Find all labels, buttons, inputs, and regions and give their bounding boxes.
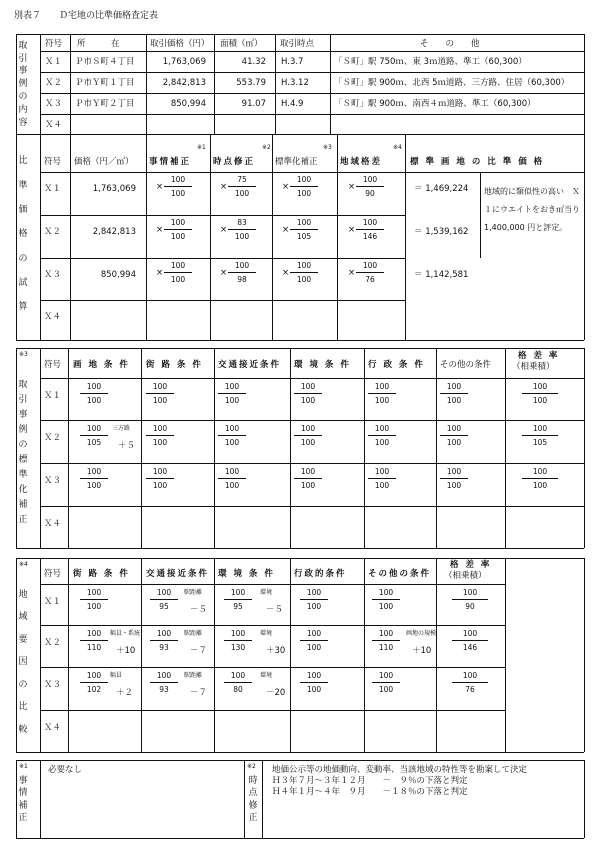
section1-header-0: 符号 bbox=[45, 39, 63, 49]
section3-header-5: 行 政 条 件 bbox=[368, 360, 425, 370]
section1-row-line bbox=[40, 72, 584, 73]
section2-mark-3: ※4 bbox=[393, 144, 402, 151]
section3-col-line bbox=[436, 348, 437, 548]
section3-col-line bbox=[68, 348, 69, 548]
section3-factor-2: $\frac{100}{100}$ bbox=[294, 467, 322, 490]
section1-col-line bbox=[40, 34, 41, 134]
document-title: 別表７ Ｄ宅地の比準価格査定表 bbox=[14, 11, 159, 21]
section2-row-code: Ｘ１ bbox=[44, 184, 62, 194]
section4-rate: $\frac{100}{90}$ bbox=[452, 588, 488, 611]
times-sign: × bbox=[348, 225, 356, 235]
section1-label: 取 引 事 例 の 内 容 bbox=[18, 40, 28, 128]
section3-factor-2: $\frac{100}{100}$ bbox=[294, 382, 322, 405]
section4-env-adjust: ＋30 bbox=[266, 646, 286, 656]
times-sign: × bbox=[282, 225, 290, 235]
section1-header-2: 取引価格（円） bbox=[150, 39, 210, 49]
section4-col-line bbox=[68, 558, 69, 752]
section5-label2: 時 点 修 正 bbox=[248, 775, 258, 824]
times-sign: × bbox=[156, 268, 164, 278]
section2-factor-region: $\frac{100}{90}$ bbox=[356, 175, 384, 198]
section3-lot-factor: $\frac{100}{100}$ bbox=[80, 382, 108, 405]
section5-time-line-2: Ｈ４年１月～４年 ９月 －１８％の下落と判定 bbox=[272, 787, 468, 797]
section1-header-5: そ の 他 bbox=[420, 39, 480, 49]
section4-col-line bbox=[290, 558, 291, 752]
section4-other-factor: $\frac{100}{110}$ bbox=[372, 629, 400, 652]
section2-factor-region: $\frac{100}{146}$ bbox=[356, 218, 384, 241]
section5-circumstance-text: 必要なし bbox=[48, 765, 83, 775]
section3-row-code: Ｘ３ bbox=[44, 476, 62, 486]
section4-env-note: 環境 bbox=[260, 630, 273, 637]
times-sign: × bbox=[348, 182, 356, 192]
section4-traffic-adjust: －５ bbox=[190, 605, 208, 615]
section4-street-note: 幅員 bbox=[110, 672, 123, 679]
section3-factor-0: $\frac{100}{100}$ bbox=[146, 424, 174, 447]
section1-row-area: 91.07 bbox=[241, 99, 266, 109]
section4-street-adjust: ＋２ bbox=[116, 688, 134, 698]
section2-header-price: 価格（円／㎡） bbox=[74, 157, 134, 167]
section4-other-factor: $\frac{100}{100}$ bbox=[372, 588, 400, 611]
section4-street-adjust: ＋10 bbox=[116, 646, 136, 656]
section4-traffic-note: 駅距離 bbox=[184, 630, 203, 637]
section3-rate: $\frac{100}{100}$ bbox=[522, 382, 558, 405]
section1-row-price: 2,842,813 bbox=[162, 78, 206, 88]
section3-mark: ※3 bbox=[19, 351, 28, 358]
section2-col-line bbox=[337, 134, 338, 340]
section1-row-code: Ｘ４ bbox=[45, 120, 63, 130]
section3-factor-4: $\frac{100}{100}$ bbox=[440, 467, 468, 490]
times-sign: × bbox=[220, 268, 228, 278]
section3-factor-1: $\frac{100}{100}$ bbox=[218, 467, 246, 490]
section2-header-circumstance: 事情補正 bbox=[149, 157, 192, 167]
section4-traffic-factor: $\frac{100}{95}$ bbox=[150, 588, 178, 611]
section2-row-price: 850,994 bbox=[100, 270, 136, 280]
section2-header-code: 符号 bbox=[44, 157, 62, 167]
section3-col-line bbox=[290, 348, 291, 548]
section4-col-line bbox=[141, 558, 142, 752]
times-sign: × bbox=[156, 182, 164, 192]
section4-traffic-factor: $\frac{100}{93}$ bbox=[150, 671, 178, 694]
section3-factor-2: $\frac{100}{100}$ bbox=[294, 424, 322, 447]
section4-col-line bbox=[505, 558, 506, 752]
section4-traffic-adjust: －７ bbox=[190, 646, 208, 656]
section1-row-other: 「Ｓ町」駅 900ｍ、北西 5ｍ道路、三方路、住居（60,300） bbox=[334, 78, 570, 88]
section1-header-3: 面積（㎡） bbox=[220, 39, 263, 49]
section4-header-4: 行政的条件 bbox=[294, 569, 347, 579]
section4-col-line bbox=[214, 558, 215, 752]
section4-street-factor: $\frac{100}{110}$ bbox=[80, 629, 108, 652]
section3-header-1: 画 地 条 件 bbox=[73, 360, 130, 370]
section2-header-standard: 標準化補正 bbox=[275, 157, 318, 167]
section1-row-line bbox=[40, 51, 584, 52]
section5-divider-1 bbox=[40, 760, 41, 838]
section5-divider-2 bbox=[244, 760, 245, 838]
section4-traffic-factor: $\frac{100}{93}$ bbox=[150, 629, 178, 652]
section1-row-area: 41.32 bbox=[241, 57, 266, 67]
section1-row-time: H.3.12 bbox=[281, 78, 309, 88]
section4-row-code: Ｘ４ bbox=[44, 723, 62, 733]
section4-traffic-note: 駅距離 bbox=[184, 589, 203, 596]
section4-admin-factor: $\frac{100}{100}$ bbox=[300, 588, 328, 611]
section4-traffic-note: 駅距離 bbox=[184, 672, 203, 679]
section1-row-location: Ｐ市Ｙ町１丁目 bbox=[75, 78, 135, 88]
section3-row-line bbox=[40, 420, 584, 421]
section4-traffic-adjust: －７ bbox=[190, 688, 208, 698]
section1-row-location: Ｐ市Ｓ町４丁目 bbox=[75, 57, 135, 67]
section3-row-code: Ｘ１ bbox=[44, 391, 62, 401]
section2-row-result: ＝ 1,469,224 bbox=[414, 184, 469, 194]
section1-row-price: 1,763,069 bbox=[162, 57, 206, 67]
section4-top-border bbox=[16, 558, 584, 559]
section5-label1: 事 情 補 正 bbox=[18, 775, 28, 824]
section2-label: 比 準 価 格 の 試 算 bbox=[18, 156, 28, 313]
section4-row-code: Ｘ３ bbox=[44, 680, 62, 690]
section4-street-factor: $\frac{100}{100}$ bbox=[80, 588, 108, 611]
section3-factor-1: $\frac{100}{100}$ bbox=[218, 382, 246, 405]
section1-col-line bbox=[330, 34, 331, 134]
section2-col-line bbox=[146, 134, 147, 340]
section1-row-line bbox=[40, 93, 584, 94]
section1-header-1: 所 在 bbox=[77, 39, 120, 49]
section2-col-line bbox=[70, 134, 71, 340]
section3-factor-3: $\frac{100}{100}$ bbox=[368, 424, 396, 447]
section4-env-factor: $\frac{100}{95}$ bbox=[224, 588, 252, 611]
section1-col-line bbox=[275, 34, 276, 134]
section3-factor-3: $\frac{100}{100}$ bbox=[368, 382, 396, 405]
section3-lot-factor: $\frac{100}{105}$ bbox=[80, 424, 108, 447]
section2-header-result: 標 準 画 地 の 比 準 価 格 bbox=[410, 157, 545, 167]
section2-right-header-line bbox=[405, 172, 584, 173]
section4-rate: $\frac{100}{146}$ bbox=[452, 629, 488, 652]
section3-header-2: 街 路 条 件 bbox=[146, 360, 203, 370]
section4-other-adjust: ＋10 bbox=[412, 646, 432, 656]
section1-col-line bbox=[146, 34, 147, 134]
section2-header-region: 地域格差 bbox=[340, 157, 383, 167]
section2-right-border bbox=[584, 134, 585, 340]
section4-street-note: 幅員・系統 bbox=[110, 630, 141, 637]
section4-env-note: 環境 bbox=[260, 589, 273, 596]
section1-col-line bbox=[70, 34, 71, 134]
section1-header-4: 取引時点 bbox=[280, 39, 315, 49]
section3-lot-factor: $\frac{100}{100}$ bbox=[80, 467, 108, 490]
times-sign: × bbox=[220, 182, 228, 192]
section4-header-3: 環 境 条 件 bbox=[218, 569, 275, 579]
section4-header-1: 街 路 条 件 bbox=[73, 569, 130, 579]
section5-mark1: ※1 bbox=[19, 763, 28, 770]
section3-top-border bbox=[16, 348, 584, 349]
section3-lot-note: 三方路 bbox=[112, 425, 131, 432]
section4-env-adjust: －20 bbox=[266, 688, 286, 698]
section2-row-price: 2,842,813 bbox=[92, 227, 136, 237]
section4-header-rate-sub: （相乗積） bbox=[444, 571, 487, 581]
section1-row-line bbox=[16, 134, 584, 135]
section2-mark-1: ※2 bbox=[262, 144, 271, 151]
section2-conclusion-note: 地域的に類似性の高い Ｘ１にウエイトをおき㎡当り1,400,000 円と評定。 bbox=[484, 187, 580, 232]
section4-env-factor: $\frac{100}{80}$ bbox=[224, 671, 252, 694]
section4-street-factor: $\frac{100}{102}$ bbox=[80, 671, 108, 694]
section3-row-code: Ｘ２ bbox=[44, 433, 62, 443]
section4-col-line bbox=[40, 558, 41, 752]
section3-factor-4: $\frac{100}{100}$ bbox=[440, 424, 468, 447]
section4-env-note: 環境 bbox=[260, 672, 273, 679]
section4-label: 地 域 要 因 の 比 較 bbox=[18, 589, 28, 735]
section5-right-border bbox=[584, 760, 585, 838]
section4-env-adjust: －５ bbox=[266, 605, 284, 615]
section4-admin-factor: $\frac{100}{100}$ bbox=[300, 629, 328, 652]
section3-bottom-border bbox=[16, 548, 584, 549]
section4-rate: $\frac{100}{76}$ bbox=[452, 671, 488, 694]
section5-divider-3 bbox=[262, 760, 263, 838]
section3-factor-1: $\frac{100}{100}$ bbox=[218, 424, 246, 447]
section1-row-location: Ｐ市Ｙ町２丁目 bbox=[75, 99, 135, 109]
section1-row-other: 「Ｓ町」駅 900ｍ、南西４ｍ道路、準工（60,300） bbox=[334, 99, 536, 109]
section2-factor-circumstance: $\frac{100}{100}$ bbox=[164, 218, 192, 241]
section3-col-line bbox=[40, 348, 41, 548]
times-sign: × bbox=[220, 225, 228, 235]
section2-factor-time: $\frac{75}{100}$ bbox=[228, 175, 256, 198]
section3-header-4: 環 境 条 件 bbox=[294, 360, 351, 370]
section2-factor-circumstance: $\frac{100}{100}$ bbox=[164, 261, 192, 284]
section4-header-2: 交通接近条件 bbox=[146, 569, 210, 579]
section3-row-code: Ｘ４ bbox=[44, 519, 62, 529]
section3-label: 取 引 事 例 の 標 準 化 補 正 bbox=[18, 379, 28, 525]
section3-header-0: 符号 bbox=[44, 360, 62, 370]
section3-factor-0: $\frac{100}{100}$ bbox=[146, 467, 174, 490]
section2-factor-time: $\frac{100}{98}$ bbox=[228, 261, 256, 284]
section5-time-line-0: 地価公示等の地価動向、変動率、当該地域の特性等を勘案して決定 bbox=[272, 765, 528, 775]
section3-right-border bbox=[584, 348, 585, 548]
section4-row-code: Ｘ１ bbox=[44, 597, 62, 607]
section1-row-code: Ｘ３ bbox=[45, 99, 63, 109]
section2-col-line bbox=[405, 134, 406, 340]
section4-admin-factor: $\frac{100}{100}$ bbox=[300, 671, 328, 694]
section5-top-border bbox=[16, 760, 584, 761]
section2-row-result: ＝ 1,539,162 bbox=[414, 227, 469, 237]
section2-bottom-border bbox=[16, 340, 584, 341]
section2-mark-0: ※1 bbox=[197, 144, 206, 151]
section1-row-other: 「Ｓ町」駅 750ｍ、東 3ｍ道路、準工（60,300） bbox=[334, 57, 527, 67]
section4-env-factor: $\frac{100}{130}$ bbox=[224, 629, 252, 652]
section1-row-time: H.3.7 bbox=[281, 57, 304, 67]
section1-col-line bbox=[584, 34, 585, 134]
times-sign: × bbox=[282, 268, 290, 278]
section3-factor-0: $\frac{100}{100}$ bbox=[146, 382, 174, 405]
section4-right-border bbox=[584, 558, 585, 752]
section2-mark-2: ※3 bbox=[323, 144, 332, 151]
section2-row-line bbox=[40, 172, 405, 173]
section3-col-line bbox=[505, 348, 506, 548]
section3-header-6: その他の条件 bbox=[440, 360, 492, 370]
section3-header-rate-sub: （相乗積） bbox=[512, 362, 555, 372]
section3-lot-adjust: ＋５ bbox=[118, 441, 136, 451]
section2-row-line bbox=[40, 258, 405, 259]
times-sign: × bbox=[282, 182, 290, 192]
section1-row-time: H.4.9 bbox=[281, 99, 304, 109]
section2-header-time: 時点修正 bbox=[213, 157, 256, 167]
section1-row-line bbox=[40, 114, 584, 115]
section1-top-border bbox=[16, 34, 584, 35]
times-sign: × bbox=[348, 268, 356, 278]
section3-header-rate: 格 差 率 bbox=[518, 351, 560, 361]
section1-row-area: 553.79 bbox=[236, 78, 266, 88]
section3-rate: $\frac{100}{105}$ bbox=[522, 424, 558, 447]
section4-mark: ※4 bbox=[19, 561, 28, 568]
section2-row-line bbox=[40, 215, 405, 216]
section2-col-line bbox=[40, 134, 41, 340]
section1-row-code: Ｘ２ bbox=[45, 78, 63, 88]
section3-col-line bbox=[364, 348, 365, 548]
section2-factor-region: $\frac{100}{76}$ bbox=[356, 261, 384, 284]
section2-col-line bbox=[272, 134, 273, 340]
section2-factor-standard: $\frac{100}{100}$ bbox=[290, 261, 318, 284]
section5-bottom-border bbox=[16, 838, 584, 839]
times-sign: × bbox=[156, 225, 164, 235]
section2-row-code: Ｘ３ bbox=[44, 270, 62, 280]
section4-row-code: Ｘ２ bbox=[44, 638, 62, 648]
section3-col-line bbox=[214, 348, 215, 548]
section4-col-line bbox=[436, 558, 437, 752]
section5-time-line-1: Ｈ３年７月～３年１２月 － ９％の下落と判定 bbox=[272, 776, 468, 786]
section1-col-line bbox=[214, 34, 215, 134]
section2-row-code: Ｘ２ bbox=[44, 227, 62, 237]
section2-row-code: Ｘ４ bbox=[44, 312, 62, 322]
section1-row-code: Ｘ１ bbox=[45, 57, 63, 67]
section4-other-note: 画地の規模 bbox=[406, 630, 437, 637]
section4-header-0: 符号 bbox=[44, 569, 62, 579]
section1-row-price: 850,994 bbox=[170, 99, 206, 109]
section3-row-line bbox=[40, 378, 584, 379]
section4-header-rate: 格 差 率 bbox=[450, 560, 492, 570]
section3-factor-3: $\frac{100}{100}$ bbox=[368, 467, 396, 490]
section3-col-line bbox=[141, 348, 142, 548]
section5-mark2: ※2 bbox=[247, 763, 256, 770]
section2-note-divider bbox=[480, 172, 481, 258]
section3-row-line bbox=[40, 506, 584, 507]
section3-factor-4: $\frac{100}{100}$ bbox=[440, 382, 468, 405]
section3-rate: $\frac{100}{100}$ bbox=[522, 467, 558, 490]
section4-col-line bbox=[364, 558, 365, 752]
section2-col-line bbox=[210, 134, 211, 340]
section4-bottom-border bbox=[16, 752, 584, 753]
section3-header-3: 交通接近条件 bbox=[218, 360, 282, 370]
section2-factor-standard: $\frac{100}{105}$ bbox=[290, 218, 318, 241]
section2-row-line bbox=[40, 300, 405, 301]
section2-factor-circumstance: $\frac{100}{100}$ bbox=[164, 175, 192, 198]
section2-factor-standard: $\frac{100}{100}$ bbox=[290, 175, 318, 198]
section3-row-line bbox=[40, 463, 584, 464]
section4-header-5: その他の条件 bbox=[368, 569, 432, 579]
section2-row-price: 1,763,069 bbox=[92, 184, 136, 194]
section2-factor-time: $\frac{83}{100}$ bbox=[228, 218, 256, 241]
section4-other-factor: $\frac{100}{100}$ bbox=[372, 671, 400, 694]
section2-row-result: ＝ 1,142,581 bbox=[414, 270, 469, 280]
